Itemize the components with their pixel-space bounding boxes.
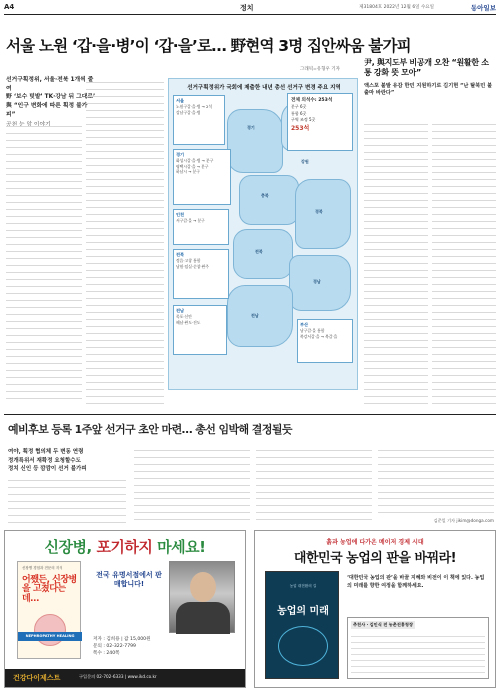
block-line: 남구갑·을 통합 xyxy=(300,328,325,334)
cover-illustration xyxy=(34,614,66,646)
region-block-seoul xyxy=(173,95,225,145)
total-seats-title: 전체 의석수: 253석 xyxy=(291,98,333,103)
publisher-contact: 구입문의 02-702-6333 | www.ikd.co.kr xyxy=(79,674,157,679)
author-portrait xyxy=(169,561,235,633)
stat-line: 통합 6곳 xyxy=(291,110,307,116)
block-heading: 전북 xyxy=(176,252,185,257)
ad-headline-emphasis: 포기하지 xyxy=(96,538,153,556)
second-body-column-4 xyxy=(378,444,494,516)
block-line: 하남시 → 분구 xyxy=(176,169,200,175)
map-region-label: 강원 xyxy=(301,159,309,164)
recommendation-box xyxy=(347,617,489,679)
map-region-label: 전남 xyxy=(251,313,259,318)
block-line: 목포·신안 xyxy=(176,314,192,320)
district-change-infographic xyxy=(168,78,358,390)
second-lead xyxy=(8,448,126,474)
sidebar-body-column-2 xyxy=(432,118,496,404)
ad-headline-text: 신장병, 포기하지 마세요! xyxy=(44,538,206,556)
section-name: 정치 xyxy=(240,4,254,12)
graphic-credit: 그래픽=유형우 기자 xyxy=(300,67,340,72)
info-line: 문의 : 02-322-7799 xyxy=(93,643,136,649)
info-line: 저자 : 김희용 | 값 15,000원 xyxy=(93,637,151,642)
region-block-incheon xyxy=(173,209,229,245)
info-line: 쪽수 : 240쪽 xyxy=(93,650,120,656)
block-heading: 인천 xyxy=(176,212,185,217)
ad-headline xyxy=(5,536,245,557)
section-divider xyxy=(4,414,496,415)
lead-line: 정치 신인 등 깜깜이 선거 불가피 xyxy=(8,466,87,473)
book-info xyxy=(93,637,233,658)
ad-tagline: 전국 유명서점에서 판매합니다! xyxy=(96,571,162,589)
infographic-title: 선거구획정위가 국회에 제출한 내년 총선 선거구 변경 주요 지역 xyxy=(187,85,341,91)
map-region-label: 경기 xyxy=(247,125,255,130)
lead-line: 정개특위서 재확정 요청할수도 xyxy=(8,457,81,464)
cover-band: NEPHROPATHY HEALING xyxy=(18,632,82,641)
stat-line: 분구 6곳 xyxy=(291,104,307,110)
lead-note: 공천 눈 앞 이야기 xyxy=(6,122,51,129)
block-heading: 서울 xyxy=(176,98,185,103)
header-rule xyxy=(4,14,496,15)
lead-line: 與 “인구 변화에 따른 획정 불가피” xyxy=(6,103,88,118)
sidebar-headline: 尹, 與지도부 비공개 오찬 “원활한 소통 강화 뜻 모아” xyxy=(364,58,489,78)
block-line: 북강서갑·을 → 북갑·을 xyxy=(300,333,338,339)
book-cover xyxy=(17,561,81,659)
block-line: 노원구갑·을·병 → 2석 xyxy=(176,104,213,110)
block-line: 평택시갑·을 → 분구 xyxy=(176,163,209,169)
book-title: 농업의 미래 xyxy=(277,606,329,617)
map-region-label: 충북 xyxy=(261,193,269,198)
cover-graphic xyxy=(278,626,328,666)
page-number: A4 xyxy=(4,3,15,11)
map-region-label: 전북 xyxy=(255,249,263,254)
lead-line: 野 ‘보수 텃밭’ TK·강남 뒤 그대로’ xyxy=(6,94,96,101)
block-line: 강남구갑·을·병 xyxy=(176,109,201,115)
block-line: 남원·임실·순창·완주 xyxy=(176,263,209,269)
paper-logo: 동아일보 xyxy=(470,4,496,12)
main-headline: 서울 노원 ‘갑·을·병’이 ‘갑·을’로… 野현역 3명 집안싸움 불가피 xyxy=(6,37,411,55)
block-heading: 부산 xyxy=(300,322,309,327)
publisher-name: 건강다이제스트 xyxy=(13,674,61,682)
region-block-jeonbuk xyxy=(173,249,229,299)
recommendation-heading: 추천사 · 김인식 전 농촌진흥청장 xyxy=(351,621,415,629)
issue-info: 제31804호 2022년 12월 6일 수요일 xyxy=(359,5,434,10)
total-seats-box xyxy=(287,93,353,151)
ad-blurb: ‘대한민국 농업의 판’을 바꿀 지혜와 비전이 이 책에 있다. 농업의 미래를 향한 여정을 함께하세요. xyxy=(347,575,485,589)
total-seats-highlight: 253석 xyxy=(291,124,310,132)
reporter-byline: 김준일 기자 jikim@donga.com xyxy=(433,518,494,523)
ad-headline: 대한민국 농업의 판을 바꿔라! xyxy=(293,551,457,566)
book-subtitle: 신장병 경험과 전문의 지식 xyxy=(22,566,63,570)
kidney-book-ad[interactable] xyxy=(4,530,246,688)
book-title: 어쨌든, 신장병을 고쳤다는데… xyxy=(22,575,77,604)
agriculture-book-ad[interactable] xyxy=(254,530,496,688)
ad-kicker: 흙과 농업에 다가온 메이저 경제 시대 xyxy=(326,539,424,546)
block-line: 정읍·고창 통합 xyxy=(176,258,201,264)
region-block-jeonnam xyxy=(173,305,227,355)
stat-line: 구역 조정 5곳 xyxy=(291,117,316,123)
map-region xyxy=(227,285,293,347)
second-body-column-2 xyxy=(134,444,250,524)
book-subtitle: 농업 대전환의 길 xyxy=(289,584,317,588)
lead-line: 선거구획정위, 서울·전북 1개씩 줄여 xyxy=(6,77,94,92)
second-body-column-3 xyxy=(256,444,372,524)
map-region xyxy=(233,229,293,279)
sidebar-subhead: 액스포 불발 유감 한민 지원하기로 김기현 “난 탈북민 불출마 바란다” xyxy=(364,82,493,97)
lead-line: 여야, 획정 협의체 두 변동 연령 xyxy=(8,449,84,455)
map-region-label: 경남 xyxy=(313,279,321,284)
block-heading: 전남 xyxy=(176,308,185,313)
second-headline: 예비후보 등록 1주앞 선거구 초안 마련… 총선 임박해 결정될듯 xyxy=(8,423,292,436)
map-region xyxy=(239,175,299,225)
region-block-busan xyxy=(297,319,353,363)
book-cover xyxy=(265,571,339,679)
block-line: 화성시갑·을·병 → 분구 xyxy=(176,158,214,164)
article-body-column-1 xyxy=(6,120,82,405)
region-block-gyeonggi xyxy=(173,149,231,205)
second-body-column-1 xyxy=(8,474,126,524)
sidebar-article xyxy=(364,58,496,97)
article-body-column-2 xyxy=(86,76,164,405)
map-region-label: 경북 xyxy=(315,209,323,214)
sidebar-body-column-1 xyxy=(364,118,428,404)
block-line: 서구갑·을 → 분구 xyxy=(176,218,205,224)
block-line: 해남·완도·진도 xyxy=(176,319,201,325)
publisher-bar xyxy=(5,669,245,687)
block-heading: 경기 xyxy=(176,152,185,157)
map-region xyxy=(295,179,351,249)
map-region xyxy=(227,109,283,173)
